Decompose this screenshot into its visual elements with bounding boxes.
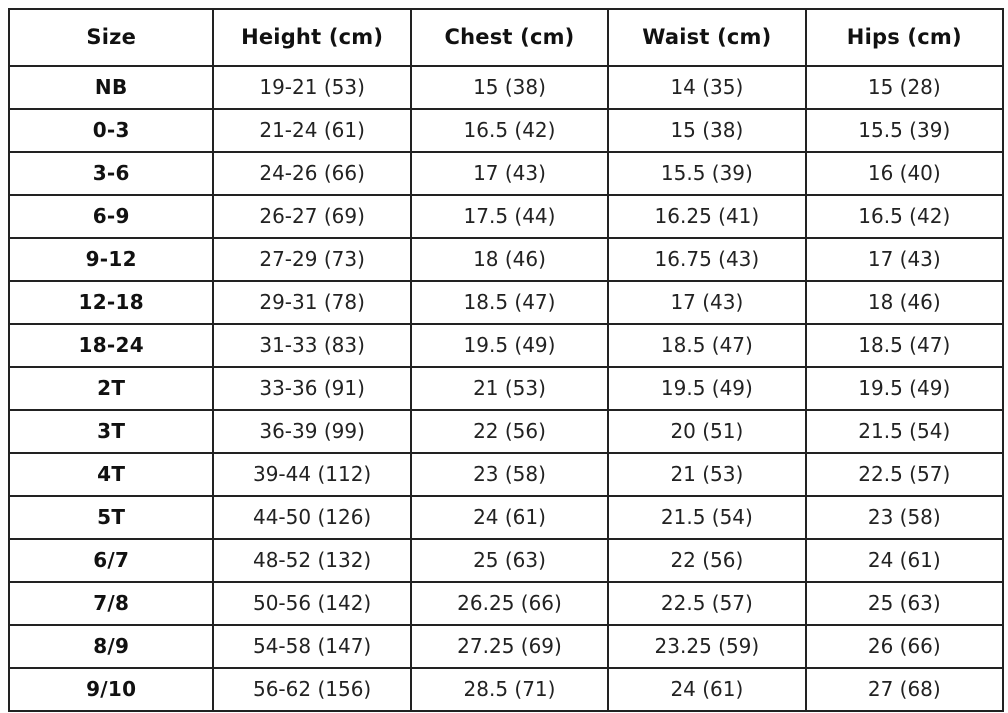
cell-height: 26-27 (69) <box>213 195 410 238</box>
cell-hips: 15 (28) <box>806 66 1003 109</box>
table-row <box>9 539 1003 582</box>
column-header-size: Size <box>9 9 213 66</box>
cell-size: 0-3 <box>9 109 213 152</box>
cell-chest: 28.5 (71) <box>411 668 608 711</box>
cell-hips: 21.5 (54) <box>806 410 1003 453</box>
cell-waist: 14 (35) <box>608 66 805 109</box>
cell-chest: 21 (53) <box>411 367 608 410</box>
cell-waist: 21.5 (54) <box>608 496 805 539</box>
cell-waist: 18.5 (47) <box>608 324 805 367</box>
cell-size: 4T <box>9 453 213 496</box>
cell-waist: 15 (38) <box>608 109 805 152</box>
cell-chest: 23 (58) <box>411 453 608 496</box>
cell-waist: 21 (53) <box>608 453 805 496</box>
column-header-chest: Chest (cm) <box>411 9 608 66</box>
table-row <box>9 152 1003 195</box>
cell-waist: 16.75 (43) <box>608 238 805 281</box>
cell-chest: 27.25 (69) <box>411 625 608 668</box>
cell-hips: 24 (61) <box>806 539 1003 582</box>
table-row <box>9 453 1003 496</box>
cell-hips: 22.5 (57) <box>806 453 1003 496</box>
cell-size: 6-9 <box>9 195 213 238</box>
cell-height: 21-24 (61) <box>213 109 410 152</box>
header-row <box>9 9 1003 66</box>
table-header <box>9 9 1003 66</box>
table-row <box>9 496 1003 539</box>
cell-waist: 22 (56) <box>608 539 805 582</box>
column-header-hips: Hips (cm) <box>806 9 1003 66</box>
table-row <box>9 109 1003 152</box>
cell-height: 54-58 (147) <box>213 625 410 668</box>
cell-chest: 22 (56) <box>411 410 608 453</box>
cell-chest: 18 (46) <box>411 238 608 281</box>
cell-size: 5T <box>9 496 213 539</box>
table-row <box>9 195 1003 238</box>
size-chart-table <box>8 8 1004 712</box>
cell-size: 2T <box>9 367 213 410</box>
table-row <box>9 238 1003 281</box>
cell-height: 24-26 (66) <box>213 152 410 195</box>
cell-size: 12-18 <box>9 281 213 324</box>
cell-size: 6/7 <box>9 539 213 582</box>
table-row <box>9 582 1003 625</box>
cell-height: 50-56 (142) <box>213 582 410 625</box>
cell-height: 44-50 (126) <box>213 496 410 539</box>
cell-waist: 20 (51) <box>608 410 805 453</box>
cell-hips: 25 (63) <box>806 582 1003 625</box>
cell-chest: 19.5 (49) <box>411 324 608 367</box>
cell-height: 33-36 (91) <box>213 367 410 410</box>
table-body <box>9 66 1003 711</box>
cell-waist: 15.5 (39) <box>608 152 805 195</box>
cell-chest: 26.25 (66) <box>411 582 608 625</box>
cell-waist: 22.5 (57) <box>608 582 805 625</box>
cell-hips: 15.5 (39) <box>806 109 1003 152</box>
cell-height: 31-33 (83) <box>213 324 410 367</box>
cell-chest: 16.5 (42) <box>411 109 608 152</box>
cell-height: 39-44 (112) <box>213 453 410 496</box>
column-header-height: Height (cm) <box>213 9 410 66</box>
cell-size: 9/10 <box>9 668 213 711</box>
cell-chest: 17 (43) <box>411 152 608 195</box>
cell-waist: 23.25 (59) <box>608 625 805 668</box>
table-row <box>9 625 1003 668</box>
table-row <box>9 324 1003 367</box>
cell-height: 36-39 (99) <box>213 410 410 453</box>
cell-waist: 19.5 (49) <box>608 367 805 410</box>
cell-size: 8/9 <box>9 625 213 668</box>
cell-waist: 24 (61) <box>608 668 805 711</box>
cell-chest: 17.5 (44) <box>411 195 608 238</box>
table-row <box>9 281 1003 324</box>
cell-size: 3T <box>9 410 213 453</box>
cell-size: 9-12 <box>9 238 213 281</box>
cell-size: NB <box>9 66 213 109</box>
cell-size: 7/8 <box>9 582 213 625</box>
cell-waist: 17 (43) <box>608 281 805 324</box>
cell-hips: 18.5 (47) <box>806 324 1003 367</box>
cell-size: 3-6 <box>9 152 213 195</box>
table-row <box>9 410 1003 453</box>
table-row <box>9 367 1003 410</box>
cell-height: 29-31 (78) <box>213 281 410 324</box>
column-header-waist: Waist (cm) <box>608 9 805 66</box>
table-row <box>9 66 1003 109</box>
cell-size: 18-24 <box>9 324 213 367</box>
cell-height: 48-52 (132) <box>213 539 410 582</box>
cell-height: 19-21 (53) <box>213 66 410 109</box>
cell-hips: 17 (43) <box>806 238 1003 281</box>
size-chart-page <box>0 8 1008 713</box>
cell-height: 56-62 (156) <box>213 668 410 711</box>
cell-chest: 24 (61) <box>411 496 608 539</box>
cell-chest: 18.5 (47) <box>411 281 608 324</box>
cell-hips: 16 (40) <box>806 152 1003 195</box>
cell-hips: 18 (46) <box>806 281 1003 324</box>
cell-chest: 25 (63) <box>411 539 608 582</box>
cell-hips: 19.5 (49) <box>806 367 1003 410</box>
cell-hips: 26 (66) <box>806 625 1003 668</box>
cell-hips: 27 (68) <box>806 668 1003 711</box>
cell-waist: 16.25 (41) <box>608 195 805 238</box>
cell-height: 27-29 (73) <box>213 238 410 281</box>
cell-hips: 16.5 (42) <box>806 195 1003 238</box>
cell-hips: 23 (58) <box>806 496 1003 539</box>
cell-chest: 15 (38) <box>411 66 608 109</box>
